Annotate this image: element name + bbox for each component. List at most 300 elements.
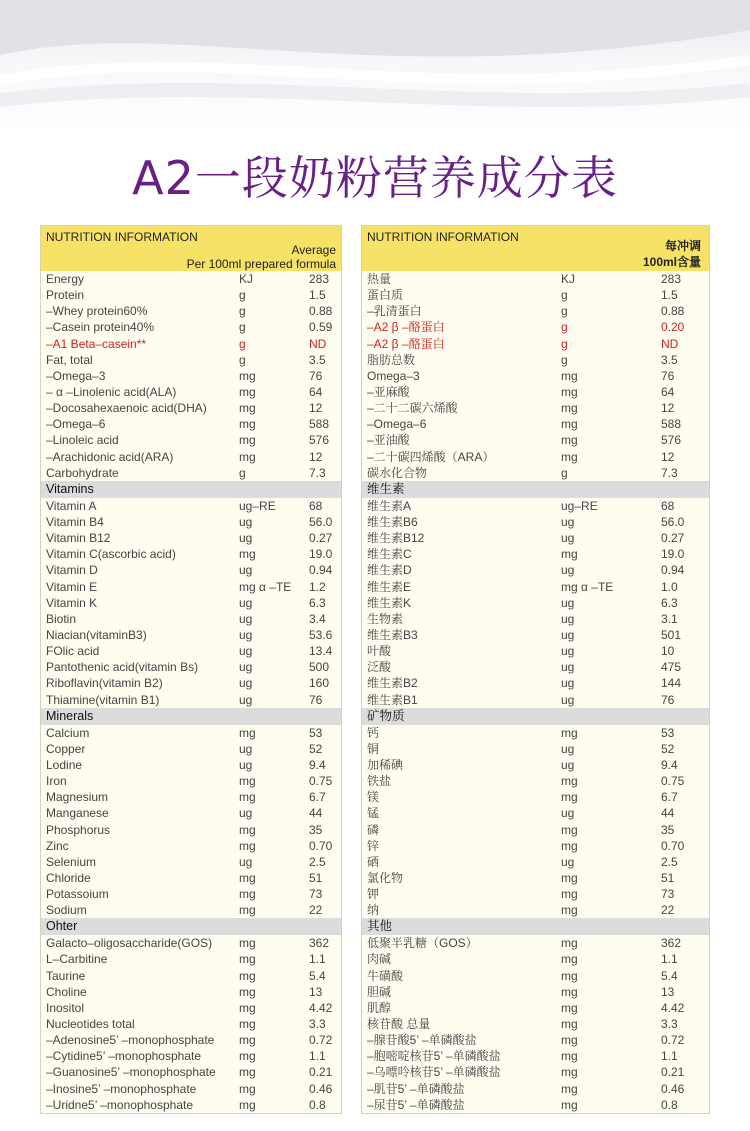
table-row: [41, 1097, 341, 1113]
value: 283: [309, 272, 330, 286]
unit: mg: [239, 952, 256, 967]
table-row: [41, 1000, 341, 1016]
nutrient-name: Phosphorus: [46, 822, 111, 837]
table-row: [362, 1048, 709, 1064]
nutrient-name: 牛磺酸: [367, 968, 404, 983]
value: 0.59: [309, 320, 333, 335]
value: 3.5: [661, 352, 678, 367]
value: 51: [661, 870, 675, 885]
table-row: [41, 692, 341, 708]
background-swirl: [0, 0, 750, 140]
table-row: [362, 449, 709, 465]
nutrient-name: –Guanosine5’ –monophosphate: [46, 1065, 216, 1080]
table-row: [362, 595, 709, 611]
value: 19.0: [309, 547, 333, 562]
table-row: [41, 870, 341, 886]
table-row: [41, 465, 341, 481]
value: 10: [661, 644, 675, 659]
unit: mg: [561, 774, 578, 789]
unit: ug: [561, 757, 575, 772]
value: 1.5: [661, 288, 678, 303]
unit: KJ: [239, 272, 254, 286]
unit: mg: [561, 433, 578, 448]
nutrient-name: Inositol: [46, 1000, 85, 1015]
table-row: [41, 741, 341, 757]
value: 22: [309, 903, 323, 918]
table-row: [41, 287, 341, 303]
table-row: [362, 1064, 709, 1080]
unit: ug: [561, 660, 575, 675]
table-row: [41, 773, 341, 789]
value: 12: [661, 401, 675, 416]
value: 53: [661, 725, 675, 740]
value: 44: [309, 806, 323, 821]
nutrient-name: 泛酸: [367, 660, 392, 675]
table-row: [41, 757, 341, 773]
value: 5.4: [309, 968, 326, 983]
nutrient-name: 锌: [367, 838, 380, 853]
nutrient-name: Vitamin A: [46, 498, 97, 513]
nutrient-name: Vitamin K: [46, 595, 98, 610]
chinese-table-body: [362, 271, 709, 1113]
unit: mg: [561, 417, 578, 432]
unit: mg: [561, 547, 578, 562]
nutrient-name: –乌嘌呤核苷5’ –单磷酸盐: [367, 1065, 501, 1080]
value: 76: [309, 368, 323, 383]
unit: mg: [561, 936, 578, 951]
unit: g: [561, 320, 568, 335]
table-row: [41, 643, 341, 659]
nutrient-name: 胆碱: [367, 984, 392, 999]
value: 4.42: [309, 1000, 333, 1015]
nutrient-name: –Linoleic acid: [46, 433, 119, 448]
section-header: Minerals: [41, 708, 341, 725]
value: 0.94: [661, 563, 685, 578]
nutrient-name: 碳水化合物: [367, 465, 428, 480]
unit: mg: [239, 1017, 256, 1032]
nutrient-name: 维生素C: [367, 547, 412, 562]
table-row: [41, 319, 341, 335]
table-row: [41, 303, 341, 319]
value: 6.3: [309, 595, 326, 610]
table-row: [41, 902, 341, 918]
value: 12: [309, 449, 323, 464]
value: 3.1: [661, 611, 678, 626]
unit: g: [561, 288, 568, 303]
value: 588: [661, 417, 682, 432]
unit: mg: [239, 1033, 256, 1048]
value: 76: [661, 692, 675, 707]
nutrient-name: –Omega–6: [367, 417, 427, 432]
value: 53: [309, 725, 323, 740]
value: 9.4: [661, 757, 678, 772]
unit: ug: [239, 627, 253, 642]
table-row: [362, 1032, 709, 1048]
unit: mg: [561, 1097, 578, 1112]
nutrient-name: 脂肪总数: [367, 352, 416, 367]
table-row: [41, 498, 341, 514]
unit: ug: [239, 563, 253, 578]
nutrient-name: –亚麻酸: [367, 384, 410, 399]
unit: g: [561, 304, 568, 319]
unit: mg: [239, 1000, 256, 1015]
nutrient-name: –Omega–3: [46, 368, 106, 383]
value: 73: [309, 887, 323, 902]
value: 0.21: [661, 1065, 685, 1080]
unit: g: [239, 320, 246, 335]
unit: mg: [239, 903, 256, 918]
nutrient-name: Niacian(vitaminB3): [46, 627, 147, 642]
value: 2.5: [309, 854, 326, 869]
unit: ug: [239, 692, 253, 707]
value: 64: [661, 384, 675, 399]
table-row: [362, 1000, 709, 1016]
table-row: [362, 546, 709, 562]
table-row: [362, 984, 709, 1000]
unit: mg: [239, 384, 256, 399]
unit: ug: [561, 854, 575, 869]
unit: g: [561, 465, 568, 480]
table-row: [41, 627, 341, 643]
unit: ug: [561, 644, 575, 659]
unit: g: [239, 304, 246, 319]
value: 68: [309, 498, 323, 513]
table-row: [362, 1016, 709, 1032]
value: 0.8: [661, 1097, 678, 1112]
value: 7.3: [661, 465, 678, 480]
nutrient-name: –Adenosine5’ –monophosphate: [46, 1033, 215, 1048]
nutrient-name: –A2 β –酪蛋白: [367, 336, 445, 351]
unit: ug: [239, 806, 253, 821]
unit: ug: [561, 676, 575, 691]
table-row: [362, 611, 709, 627]
unit: ug: [239, 611, 253, 626]
value: 362: [661, 936, 682, 951]
unit: ug–RE: [239, 498, 276, 513]
nutrient-name: –腺苷酸5’ –单磷酸盐: [367, 1033, 477, 1048]
unit: mg: [561, 790, 578, 805]
value: 1.1: [309, 1049, 326, 1064]
unit: mg: [561, 401, 578, 416]
unit: ug: [561, 627, 575, 642]
nutrient-name: 锰: [367, 806, 380, 821]
nutrient-name: Selenium: [46, 854, 97, 869]
nutrient-name: 肉碱: [367, 952, 392, 967]
unit: mg: [239, 887, 256, 902]
unit: mg: [239, 822, 256, 837]
nutrient-name: 维生素B2: [367, 676, 418, 691]
value: 0.8: [309, 1097, 326, 1112]
nutrient-name: 维生素B1: [367, 692, 418, 707]
nutrient-name: 钾: [367, 887, 380, 902]
value: 160: [309, 676, 330, 691]
table-row: [41, 854, 341, 870]
nutrient-name: Chloride: [46, 870, 91, 885]
table-row: [41, 530, 341, 546]
unit: mg: [561, 887, 578, 902]
page-title: A2一段奶粉营养成分表: [132, 151, 618, 205]
unit: ug: [561, 563, 575, 578]
nutrient-name: –Cytidine5’ –monophosphate: [46, 1049, 201, 1064]
english-header-average: Average Per 100ml prepared formula: [186, 243, 336, 271]
nutrient-name: –乳清蛋白: [367, 304, 422, 319]
unit: ug: [561, 741, 575, 756]
table-row: [362, 805, 709, 821]
nutrient-name: –亚油酸: [367, 433, 410, 448]
unit: g: [239, 465, 246, 480]
unit: ug: [561, 611, 575, 626]
value: 53.6: [309, 627, 333, 642]
nutrient-name: Vitamin B4: [46, 514, 104, 529]
table-row: [362, 643, 709, 659]
unit: ug: [561, 692, 575, 707]
nutrient-name: Protein: [46, 288, 85, 303]
table-row: [41, 1016, 341, 1032]
unit: ug: [239, 741, 253, 756]
nutrient-name: 叶酸: [367, 644, 392, 659]
unit: ug: [239, 676, 253, 691]
value: 13: [661, 984, 675, 999]
value: 76: [661, 368, 675, 383]
table-row: [362, 951, 709, 967]
unit: mg: [239, 1065, 256, 1080]
nutrient-name: –Docosahexaenoic acid(DHA): [46, 401, 207, 416]
nutrient-name: Calcium: [46, 725, 90, 740]
unit: mg: [561, 384, 578, 399]
value: 0.94: [309, 563, 333, 578]
table-row: [362, 675, 709, 691]
value: 4.42: [661, 1000, 685, 1015]
nutrient-name: Copper: [46, 741, 86, 756]
value: 475: [661, 660, 682, 675]
unit: mg: [561, 1065, 578, 1080]
unit: mg: [239, 870, 256, 885]
unit: mg: [239, 417, 256, 432]
unit: ug: [239, 644, 253, 659]
table-row: [41, 725, 341, 741]
table-row: [362, 498, 709, 514]
nutrient-name: –尿苷5’ –单磷酸盐: [367, 1097, 465, 1112]
english-nutrition-table: [40, 225, 342, 1114]
unit: mg: [239, 547, 256, 562]
nutrient-name: 维生素A: [367, 498, 412, 513]
unit: mg: [561, 838, 578, 853]
unit: mg: [561, 984, 578, 999]
table-row: [41, 562, 341, 578]
nutrient-name: Zinc: [46, 838, 69, 853]
value: 0.21: [309, 1065, 333, 1080]
nutrient-name: –Arachidonic acid(ARA): [46, 449, 174, 464]
nutrient-name: 肌醇: [367, 1000, 392, 1015]
nutrient-name: 磷: [367, 822, 380, 837]
table-row: [41, 1081, 341, 1097]
value: ND: [309, 336, 327, 351]
unit: mg α –TE: [239, 579, 292, 594]
nutrient-name: Fat, total: [46, 352, 93, 367]
table-row: [41, 838, 341, 854]
table-row: [362, 627, 709, 643]
table-row: [362, 757, 709, 773]
nutrient-name: Potassoium: [46, 887, 109, 902]
section-header: 其他: [362, 918, 709, 935]
table-row: [41, 449, 341, 465]
nutrient-name: Biotin: [46, 611, 77, 626]
unit: mg: [561, 1081, 578, 1096]
value: 56.0: [309, 514, 333, 529]
section-header: Vitamins: [41, 481, 341, 498]
value: 12: [309, 401, 323, 416]
nutrient-name: Pantothenic acid(vitamin Bs): [46, 660, 199, 675]
table-row: [362, 789, 709, 805]
chinese-header-title: NUTRITION INFORMATION: [367, 230, 519, 244]
unit: ug: [239, 595, 253, 610]
nutrient-name: –肌苷5’ –单磷酸盐: [367, 1081, 465, 1096]
table-row: [362, 514, 709, 530]
unit: mg: [239, 725, 256, 740]
english-table-body: [41, 271, 341, 1113]
value: 0.75: [661, 774, 685, 789]
nutrient-name: –Omega–6: [46, 417, 106, 432]
nutrient-name: 低聚半乳糖（GOS）: [367, 936, 478, 951]
value: 144: [661, 676, 682, 691]
value: 1.5: [309, 288, 326, 303]
nutrient-name: –Uridne5’ –monophosphate: [46, 1097, 193, 1112]
table-row: [41, 1064, 341, 1080]
value: 68: [661, 498, 675, 513]
table-row: [41, 546, 341, 562]
nutrient-name: –A2 β –酪蛋白: [367, 320, 445, 335]
value: 0.27: [661, 531, 685, 546]
value: 52: [661, 741, 675, 756]
value: 283: [661, 272, 682, 286]
unit: mg: [561, 870, 578, 885]
table-row: [41, 611, 341, 627]
nutrient-name: Magnesium: [46, 790, 109, 805]
value: 22: [661, 903, 675, 918]
nutrient-name: 蛋白质: [367, 288, 404, 303]
unit: mg: [239, 433, 256, 448]
nutrient-name: Manganese: [46, 806, 109, 821]
value: 19.0: [661, 547, 685, 562]
nutrient-name: Thiamine(vitamin B1): [46, 692, 160, 707]
value: 0.27: [309, 531, 333, 546]
unit: g: [239, 288, 246, 303]
nutrient-name: Riboflavin(vitamin B2): [46, 676, 163, 691]
english-table-header: [41, 226, 341, 271]
nutrient-name: 核苷酸 总量: [367, 1017, 431, 1032]
unit: mg: [239, 968, 256, 983]
nutrient-name: 维生素B6: [367, 514, 418, 529]
unit: mg α –TE: [561, 579, 614, 594]
nutrient-name: Carbohydrate: [46, 465, 119, 480]
unit: ug: [239, 531, 253, 546]
value: 13: [309, 984, 323, 999]
table-row: [41, 352, 341, 368]
value: 2.5: [661, 854, 678, 869]
unit: mg: [239, 368, 256, 383]
value: 73: [661, 887, 675, 902]
unit: ug–RE: [561, 498, 598, 513]
table-row: [41, 1048, 341, 1064]
nutrient-name: 热量: [367, 272, 392, 286]
value: 64: [309, 384, 323, 399]
nutrient-name: Vitamin D: [46, 563, 98, 578]
unit: mg: [239, 1081, 256, 1096]
chinese-nutrition-table: [361, 225, 710, 1114]
value: 0.20: [661, 320, 685, 335]
value: 0.70: [661, 838, 685, 853]
table-row: [41, 579, 341, 595]
unit: KJ: [561, 272, 576, 286]
table-row: [362, 692, 709, 708]
value: 0.70: [309, 838, 333, 853]
table-row: [362, 465, 709, 481]
unit: ug: [239, 660, 253, 675]
nutrient-name: 氯化物: [367, 870, 404, 885]
value: 576: [661, 433, 682, 448]
nutrient-name: Iron: [46, 774, 67, 789]
value: 51: [309, 870, 323, 885]
value: 9.4: [309, 757, 326, 772]
nutrient-name: Energy: [46, 272, 85, 286]
value: 6.7: [309, 790, 326, 805]
table-row: [41, 935, 341, 951]
nutrient-name: Vitamin B12: [46, 531, 111, 546]
unit: mg: [561, 1000, 578, 1015]
value: 7.3: [309, 465, 326, 480]
nutrient-name: –A1 Beta–casein**: [46, 336, 147, 351]
nutrient-name: –胞嘧啶核苷5’ –单磷酸盐: [367, 1049, 501, 1064]
unit: ug: [561, 531, 575, 546]
unit: mg: [561, 903, 578, 918]
unit: mg: [239, 936, 256, 951]
section-header: 矿物质: [362, 708, 709, 725]
table-row: [362, 303, 709, 319]
nutrient-name: 生物素: [367, 611, 404, 626]
table-row: [41, 789, 341, 805]
nutrient-name: 纳: [367, 903, 380, 918]
table-row: [41, 822, 341, 838]
value: 588: [309, 417, 330, 432]
unit: ug: [561, 514, 575, 529]
table-row: [41, 968, 341, 984]
english-header-title: NUTRITION INFORMATION: [46, 230, 198, 244]
table-row: [362, 854, 709, 870]
nutrient-name: –二十二碳六烯酸: [367, 401, 458, 416]
unit: ug: [239, 854, 253, 869]
nutrient-name: – α –Linolenic acid(ALA): [46, 384, 177, 399]
nutrient-name: 维生素D: [367, 563, 412, 578]
value: 3.3: [309, 1017, 326, 1032]
unit: mg: [561, 1017, 578, 1032]
unit: mg: [561, 449, 578, 464]
table-row: [362, 319, 709, 335]
unit: mg: [239, 774, 256, 789]
table-row: [362, 416, 709, 432]
nutrient-name: 维生素B3: [367, 627, 418, 642]
nutrient-name: 维生素K: [367, 595, 412, 610]
value: 1.1: [661, 1049, 678, 1064]
value: ND: [661, 336, 679, 351]
value: 0.75: [309, 774, 333, 789]
nutrient-name: –Whey protein60%: [46, 304, 148, 319]
table-row: [41, 1032, 341, 1048]
unit: g: [239, 352, 246, 367]
table-row: [362, 659, 709, 675]
nutrient-name: Vitamin E: [46, 579, 98, 594]
table-row: [41, 951, 341, 967]
nutrient-name: 铜: [367, 741, 380, 756]
